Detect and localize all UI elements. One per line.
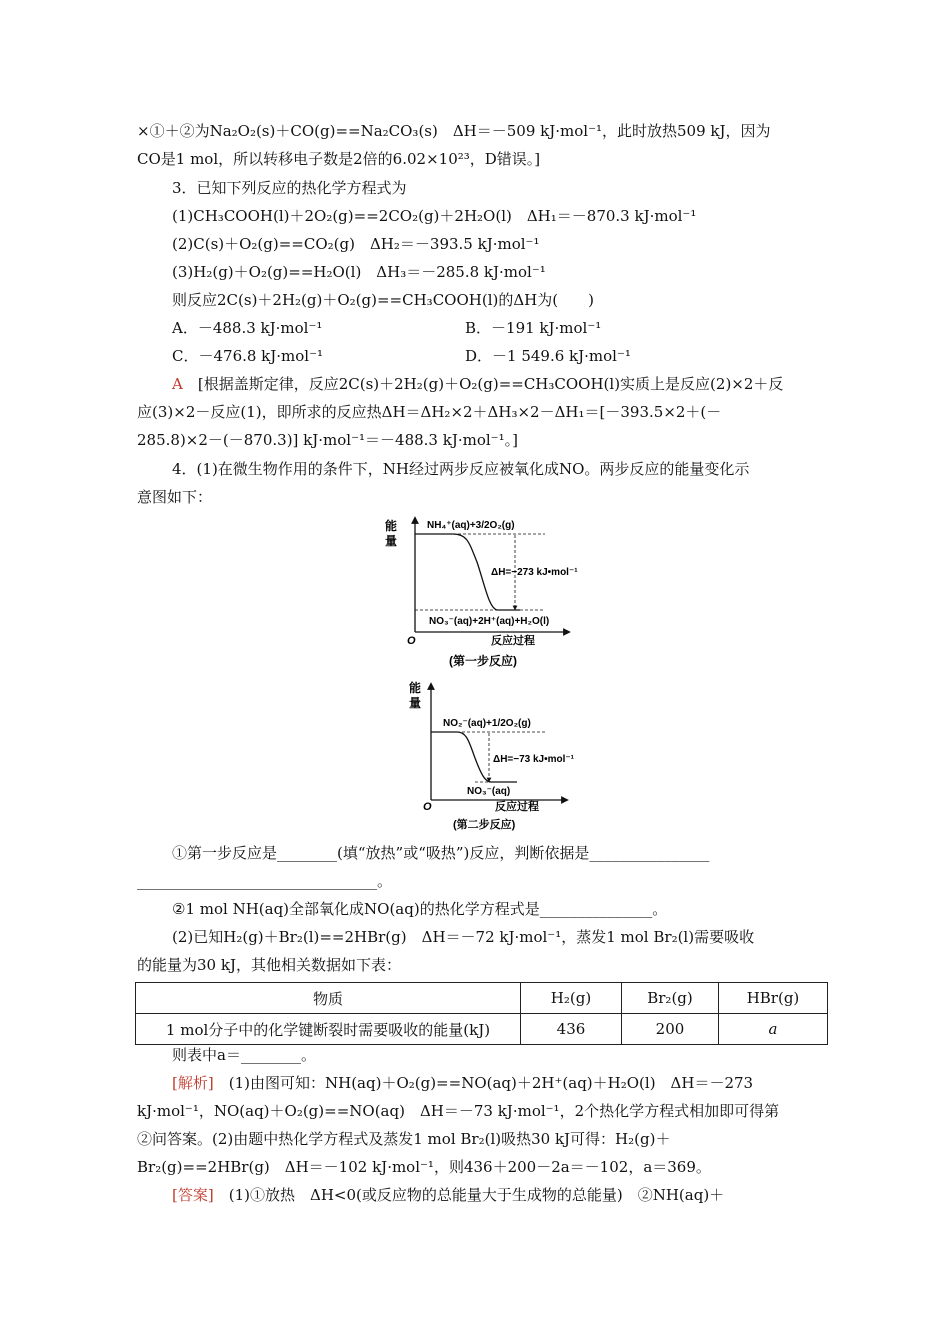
text-line: 应(3)×2－反应(1)，即所求的反应热ΔH＝ΔH₂×2＋ΔH₃×2－ΔH₁＝[－393.5×2＋(－ [137, 403, 722, 421]
text-line: kJ·mol⁻¹，NO(aq)＋O₂(g)==NO(aq) ΔH＝－73 kJ·mol⁻¹，2个热化学方程式相加即可得第 [137, 1102, 780, 1120]
table-row [136, 1014, 828, 1045]
figure-caption: (第一步反应) [449, 654, 517, 668]
figure-caption: (第二步反应) [453, 819, 516, 831]
answer-tag: [答案] [172, 1186, 214, 1204]
table-header: H₂(g) [521, 983, 622, 1014]
text-line: 的能量为30 kJ，其他相关数据如下表： [137, 956, 401, 974]
delta-h-label: ΔH=−73 kJ•mol⁻¹ [493, 754, 575, 765]
xlabel: 反应过程 [495, 801, 539, 813]
answer-letter: A [172, 375, 183, 393]
answer-line [172, 1184, 724, 1206]
table-cell: 436 [521, 1014, 622, 1045]
question-3-ask: 则反应2C(s)＋2H₂(g)＋O₂(g)==CH₃COOH(l)的ΔH为( ) [172, 291, 594, 309]
question-3-title: 3．已知下列反应的热化学方程式为 [172, 179, 407, 197]
table-header: 物质 [136, 983, 521, 1014]
option-a: A．－488.3 kJ·mol⁻¹ [172, 319, 323, 337]
table-cell: a [719, 1014, 828, 1045]
analysis-text: (1)由图可知：NH(aq)＋O₂(g)==NO(aq)＋2H⁺(aq)＋H₂O(l) ΔH＝－273 [228, 1074, 754, 1092]
option-b: B．－191 kJ·mol⁻¹ [465, 319, 602, 337]
fill-in-line: 则表中a＝________。 [172, 1046, 316, 1064]
table-row [136, 983, 828, 1014]
equation-2: (2)C(s)＋O₂(g)==CO₂(g) ΔH₂＝－393.5 kJ·mol⁻¹ [172, 235, 540, 253]
xlabel: 反应过程 [491, 635, 535, 647]
equation-1: (1)CH₃COOH(l)＋2O₂(g)==2CO₂(g)＋2H₂O(l) ΔH₁＝－870.3 kJ·mol⁻¹ [172, 207, 697, 225]
bond-energy-table [135, 982, 828, 1045]
text-line: 意图如下： [137, 488, 213, 506]
text-line: Br₂(g)==2HBr(g) ΔH＝－102 kJ·mol⁻¹，则436＋200－2a＝－102，a＝369。 [137, 1158, 711, 1176]
ylabel: 量 [385, 534, 398, 548]
option-c: C．－476.8 kJ·mol⁻¹ [172, 347, 324, 365]
text-line: CO是1 mol，所以转移电子数是2倍的6.02×10²³，D错误。] [137, 150, 541, 168]
option-d: D．－1 549.6 kJ·mol⁻¹ [465, 347, 631, 365]
text-line: 285.8)×2－(－870.3)] kJ·mol⁻¹＝－488.3 kJ·mol⁻¹。] [137, 431, 518, 449]
origin-label: O [423, 801, 432, 813]
sub-question-2: ②1 mol NH(aq)全部氧化成NO(aq)的热化学方程式是_______________。 [172, 900, 668, 918]
answer-explanation: [根据盖斯定律，反应2C(s)＋2H₂(g)＋O₂(g)==CH₃COOH(l)实质上是反应(2)×2＋反 [197, 375, 784, 393]
product-label: NO₃⁻(aq)+2H⁺(aq)+H₂O(l) [429, 616, 550, 627]
table-header: HBr(g) [719, 983, 828, 1014]
ylabel: 能 [409, 681, 422, 695]
answer-line [172, 373, 783, 395]
reactant-label: NH₄⁺(aq)+3/2O₂(g) [427, 520, 515, 531]
energy-diagram-step1 [385, 512, 585, 672]
delta-h-label: ΔH=−273 kJ•mol⁻¹ [491, 567, 578, 578]
table-cell: 1 mol分子中的化学键断裂时需要吸收的能量(kJ) [136, 1014, 521, 1045]
ylabel: 量 [409, 696, 422, 710]
energy-diagram-step2 [405, 680, 585, 835]
origin-label: O [407, 635, 416, 647]
analysis-tag: [解析] [172, 1074, 214, 1092]
text-line: ②问答案。(2)由题中热化学方程式及蒸发1 mol Br₂(l)吸热30 kJ可得：H₂(g)＋ [137, 1130, 671, 1148]
table-header: Br₂(g) [622, 983, 719, 1014]
answer-text: (1)①放热 ΔH<0(或反应物的总能量大于生成物的总能量) ②NH(aq)＋ [228, 1186, 725, 1204]
reactant-label: NO₂⁻(aq)+1/2O₂(g) [443, 718, 531, 729]
table-cell: 200 [622, 1014, 719, 1045]
analysis-line [172, 1072, 753, 1094]
sub-question-1: ①第一步反应是________(填“放热”或“吸热”)反应，判断依据是________________ [172, 844, 710, 862]
equation-3: (3)H₂(g)＋O₂(g)==H₂O(l) ΔH₃＝－285.8 kJ·mol⁻¹ [172, 263, 546, 281]
product-label: NO₃⁻(aq) [467, 786, 511, 797]
text-line: ________________________________。 [137, 872, 393, 890]
text-line: (2)已知H₂(g)＋Br₂(l)==2HBr(g) ΔH＝－72 kJ·mol⁻¹，蒸发1 mol Br₂(l)需要吸收 [172, 928, 755, 946]
text-line: ×①＋②为Na₂O₂(s)＋CO(g)==Na₂CO₃(s) ΔH＝－509 kJ·mol⁻¹，此时放热509 kJ，因为 [137, 122, 771, 140]
ylabel: 能 [385, 519, 398, 533]
question-4-title: 4．(1)在微生物作用的条件下，NH经过两步反应被氧化成NO。两步反应的能量变化示 [172, 460, 750, 478]
